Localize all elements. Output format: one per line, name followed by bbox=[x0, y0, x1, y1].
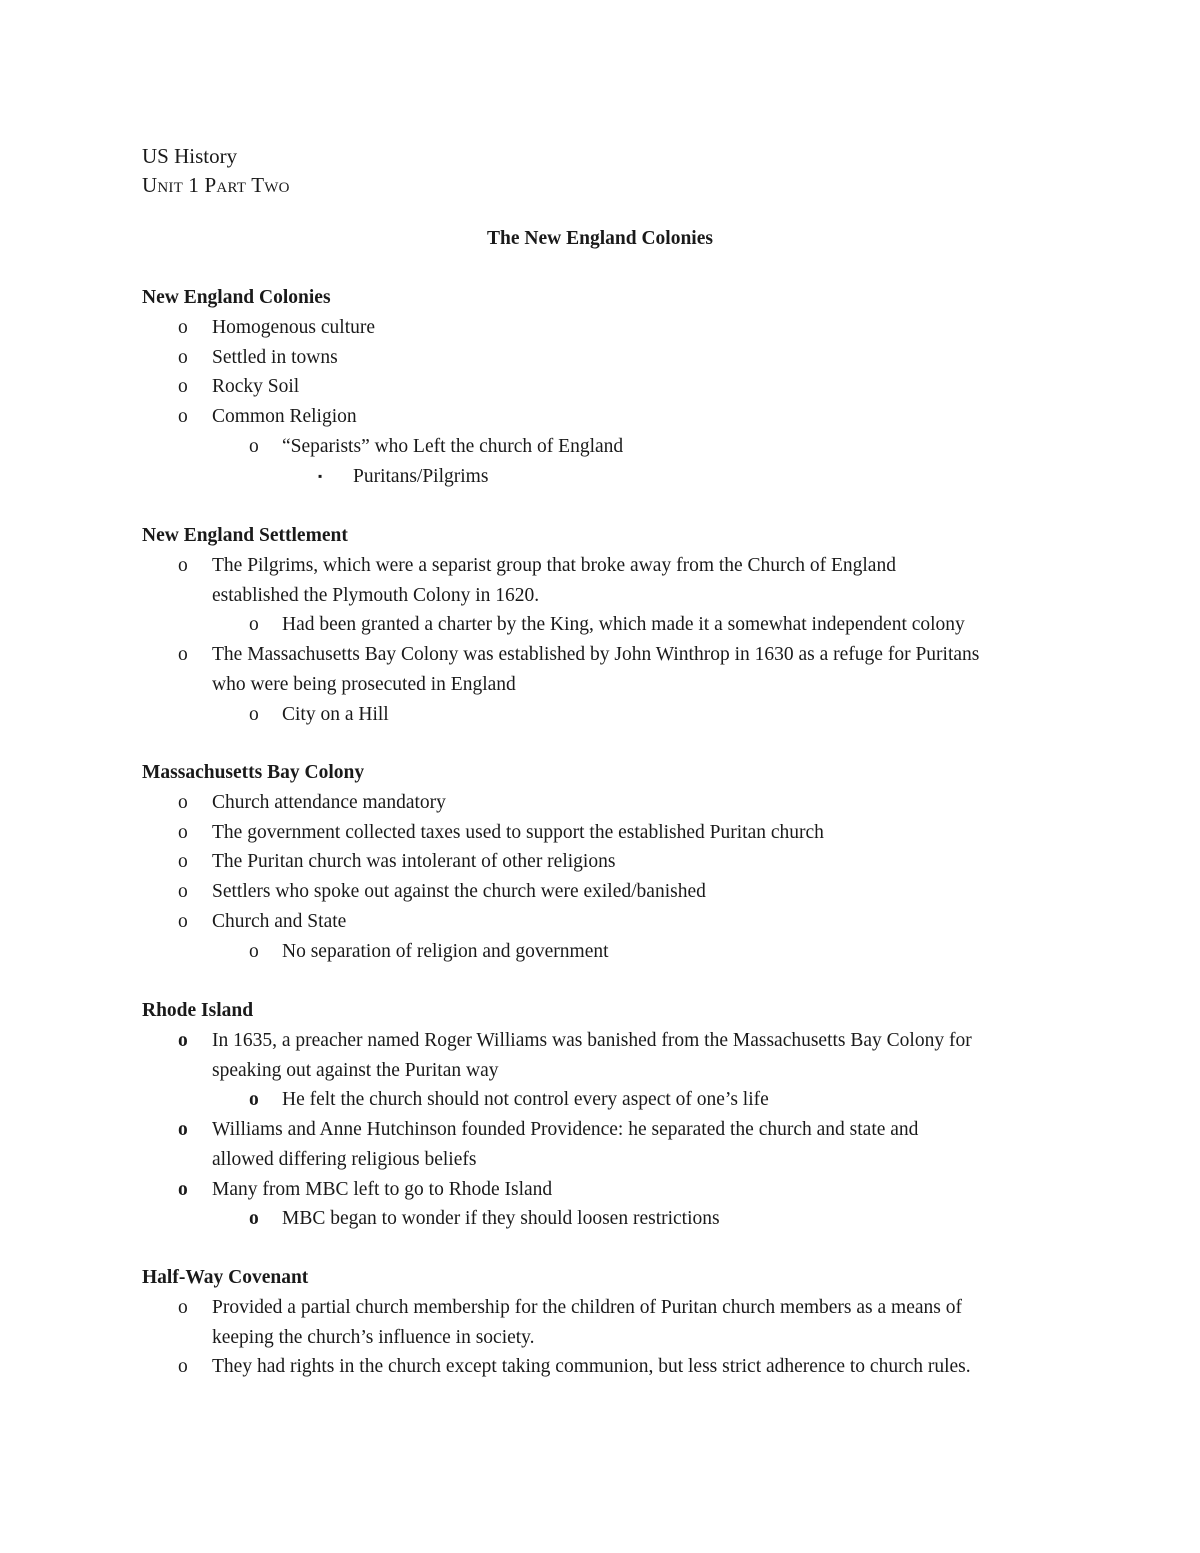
list-item-text: Settled in towns bbox=[212, 346, 338, 368]
list-item-text: MBC began to wonder if they should loosen restrictions bbox=[282, 1208, 720, 1230]
list-item bbox=[142, 551, 1082, 581]
list-item-text: Settlers who spoke out against the church were exiled/banished bbox=[212, 881, 706, 903]
list-item-text: The Pilgrims, which were a separist group that broke away from the Church of England bbox=[212, 555, 896, 576]
circle-bullet-icon: o bbox=[249, 435, 259, 457]
list-item bbox=[142, 462, 1082, 492]
unit-label: Unit 1 Part Two bbox=[142, 173, 290, 197]
section-heading: New England Settlement bbox=[142, 525, 348, 546]
circle-bullet-icon: o bbox=[178, 644, 188, 666]
circle-bullet-icon: o bbox=[178, 1030, 188, 1051]
list-item bbox=[142, 700, 1082, 730]
list-item-text: Had been granted a charter by the King, which made it a somewhat independent colony bbox=[282, 614, 965, 636]
list-item-text: Williams and Anne Hutchinson founded Providence: he separated the church and state and bbox=[212, 1119, 919, 1141]
circle-bullet-icon: o bbox=[178, 555, 188, 576]
circle-bullet-icon: o bbox=[249, 1208, 259, 1230]
section-massachusetts-bay-colony bbox=[142, 758, 1082, 966]
list-item bbox=[142, 847, 1082, 877]
circle-bullet-icon: o bbox=[178, 910, 188, 932]
section-heading: Massachusetts Bay Colony bbox=[142, 762, 365, 783]
circle-bullet-icon: o bbox=[178, 1356, 188, 1378]
list-item-text: Provided a partial church membership for the children of Puritan church members as a means of bbox=[212, 1297, 962, 1318]
circle-bullet-icon: o bbox=[178, 376, 188, 398]
list-item-continuation bbox=[142, 670, 1082, 700]
list-item-text: Church and State bbox=[212, 910, 347, 932]
circle-bullet-icon: o bbox=[178, 851, 188, 873]
list-item-continuation bbox=[142, 1056, 1082, 1086]
list-item bbox=[142, 818, 1082, 848]
list-item-text: speaking out against the Puritan way bbox=[212, 1059, 499, 1081]
list-item-text: Puritans/Pilgrims bbox=[353, 465, 489, 487]
circle-bullet-icon: o bbox=[178, 1119, 188, 1141]
circle-bullet-icon: o bbox=[178, 1178, 188, 1200]
list-item bbox=[142, 372, 1082, 402]
list-item-text: established the Plymouth Colony in 1620. bbox=[212, 584, 540, 606]
list-item bbox=[142, 1026, 1082, 1056]
list-item bbox=[142, 788, 1082, 818]
list-item bbox=[142, 343, 1082, 373]
list-item bbox=[142, 1115, 1082, 1145]
section-heading: Rhode Island bbox=[142, 1000, 254, 1021]
section-heading: Half-Way Covenant bbox=[142, 1267, 309, 1288]
list-item-text: Rocky Soil bbox=[212, 376, 300, 398]
list-item-text: No separation of religion and government bbox=[282, 940, 609, 962]
circle-bullet-icon: o bbox=[178, 346, 188, 368]
circle-bullet-icon: o bbox=[249, 703, 259, 725]
circle-bullet-icon: o bbox=[178, 881, 188, 903]
list-item-text: Church attendance mandatory bbox=[212, 792, 446, 813]
list-item-text: In 1635, a preacher named Roger Williams was banished from the Massachusetts Bay Colony for bbox=[212, 1030, 972, 1051]
section-new-england-settlement bbox=[142, 521, 1082, 729]
list-item-text: “Separists” who Left the church of England bbox=[282, 435, 624, 457]
circle-bullet-icon: o bbox=[178, 406, 188, 428]
section-rhode-island bbox=[142, 996, 1082, 1234]
list-item-text: The Puritan church was intolerant of other religions bbox=[212, 851, 616, 873]
list-item-text: He felt the church should not control every aspect of one’s life bbox=[282, 1089, 769, 1111]
list-item bbox=[142, 877, 1082, 907]
square-bullet-icon: ▪ bbox=[318, 468, 323, 483]
list-item bbox=[142, 313, 1082, 343]
list-item-text: Many from MBC left to go to Rhode Island bbox=[212, 1178, 553, 1200]
circle-bullet-icon: o bbox=[178, 1297, 188, 1318]
list-item bbox=[142, 432, 1082, 462]
list-item-continuation bbox=[142, 1323, 1082, 1353]
list-item-text: allowed differing religious beliefs bbox=[212, 1148, 477, 1170]
circle-bullet-icon: o bbox=[249, 1089, 259, 1111]
list-item bbox=[142, 1352, 1082, 1382]
list-item-text: The government collected taxes used to support the established Puritan church bbox=[212, 821, 824, 843]
list-item bbox=[142, 1204, 1082, 1234]
circle-bullet-icon: o bbox=[178, 821, 188, 843]
section-half-way-covenant bbox=[142, 1263, 1082, 1382]
list-item-continuation bbox=[142, 581, 1082, 611]
list-item-text: keeping the church’s influence in society. bbox=[212, 1326, 535, 1348]
circle-bullet-icon: o bbox=[178, 317, 188, 338]
list-item bbox=[142, 402, 1082, 432]
section-new-england-colonies bbox=[142, 283, 1082, 491]
circle-bullet-icon: o bbox=[249, 614, 259, 636]
section-heading: New England Colonies bbox=[142, 287, 331, 308]
document-header bbox=[142, 142, 290, 200]
list-item bbox=[142, 1175, 1082, 1205]
circle-bullet-icon: o bbox=[178, 792, 188, 813]
list-item bbox=[142, 907, 1082, 937]
list-item bbox=[142, 1293, 1082, 1323]
course-name: US History bbox=[142, 144, 238, 168]
list-item-text: Common Religion bbox=[212, 406, 357, 428]
list-item bbox=[142, 937, 1082, 967]
list-item bbox=[142, 640, 1082, 670]
list-item-text: Homogenous culture bbox=[212, 317, 376, 338]
document-title: The New England Colonies bbox=[487, 228, 713, 249]
list-item-text: They had rights in the church except taking communion, but less strict adherence to church rules. bbox=[212, 1356, 971, 1378]
list-item-text: The Massachusetts Bay Colony was established by John Winthrop in 1630 as a refuge for Puritans bbox=[212, 644, 980, 666]
list-item bbox=[142, 1085, 1082, 1115]
list-item-continuation bbox=[142, 1145, 1082, 1175]
list-item-text: City on a Hill bbox=[282, 703, 389, 725]
list-item-text: who were being prosecuted in England bbox=[212, 673, 516, 695]
list-item bbox=[142, 610, 1082, 640]
circle-bullet-icon: o bbox=[249, 940, 259, 962]
